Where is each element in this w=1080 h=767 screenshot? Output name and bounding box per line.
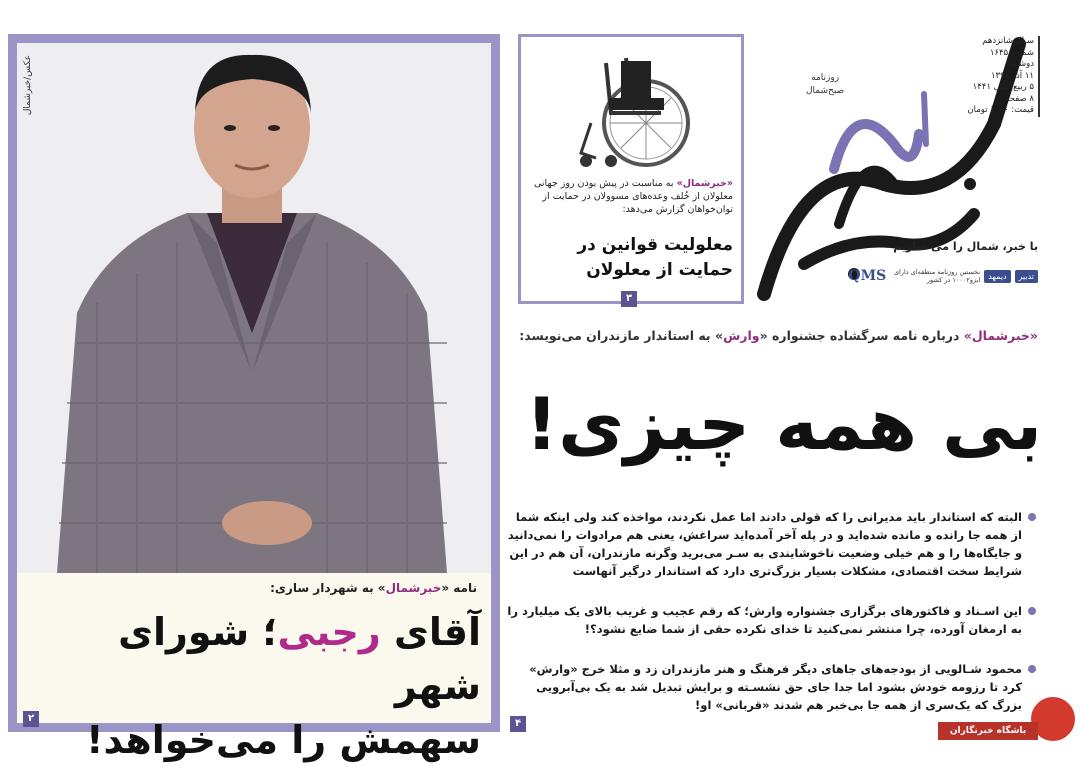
left-article-headline[interactable]: [31, 605, 481, 767]
wheelchair-image: [551, 43, 701, 173]
left-article-inner: [17, 43, 491, 762]
issue-info: [948, 36, 1040, 117]
kicker-brand: خبرشمال: [385, 581, 442, 595]
kicker-suffix: » به شهردار ساری:: [270, 581, 386, 595]
feature-lead: [533, 177, 733, 216]
site-watermark[interactable]: [938, 694, 1078, 746]
mayor-photo: [17, 43, 491, 573]
page-number-badge: ۳: [621, 291, 637, 307]
feature-box[interactable]: [518, 34, 744, 304]
certification-row: [848, 268, 1038, 284]
info-issue: شماره ۱۶۴۵: [989, 47, 1034, 58]
main-kicker-brand: «خبرشمال»: [963, 328, 1038, 343]
info-pages: ۸ صفحه: [1005, 93, 1034, 104]
info-date-solar: ۱۱ آذر ۱۳۹۸: [990, 70, 1034, 81]
cert-badge-dimehd: دیمهد: [984, 270, 1010, 283]
info-weekday: دوشنبه: [1009, 59, 1034, 69]
feature-brand: «خبرشمال»: [676, 178, 733, 189]
main-article-kicker: [518, 328, 1038, 343]
headline-line-1: [31, 605, 481, 713]
portrait-illustration: [17, 43, 491, 573]
info-year: سـال شانزدهم: [982, 36, 1034, 46]
bullet-dot-icon: [1028, 665, 1036, 673]
bullet-dot-icon: [1028, 607, 1036, 615]
qms-logo: QMS: [848, 268, 887, 284]
daily-name-text: صبح‌شمال: [806, 86, 845, 96]
photo-credit: عکس/خبرشمال: [23, 55, 33, 116]
headline-part-1: آقای: [380, 610, 481, 654]
right-area: [508, 34, 1048, 734]
page-number-badge: ۴: [510, 716, 526, 732]
page-number-badge: ۲: [23, 711, 39, 727]
bullet-item: [506, 602, 1036, 638]
main-kicker-end: » به استاندار مازندران می‌نویسد:: [519, 328, 724, 343]
kicker-prefix: نامه «: [441, 581, 477, 595]
main-headline[interactable]: بی همه چیزی!: [525, 382, 1042, 466]
headline-name: رجبی: [277, 610, 381, 654]
left-article-panel: [8, 34, 500, 762]
info-price: قیمت: ۱۰۰۰ تومان: [967, 105, 1034, 115]
slogan: با خبر، شمال را می‌ سازیم: [893, 240, 1038, 253]
watermark-label: باشگاه خبرنگاران: [938, 722, 1038, 740]
daily-label-text: روزنامه: [811, 73, 840, 83]
main-kicker-mid: درباره نامه سرگشاده جشنواره «: [759, 328, 964, 343]
info-date-lunar: ۵ ربیع‌الثانی ۱۴۴۱: [972, 82, 1034, 92]
bullet-item: [506, 508, 1036, 580]
bullet-text: محمود شـالویی از بودجه‌های جاهای دیگر فرهنگ و هنر مازندران زد و مثلا خرج «وارش» کرد تا رزومه خودش بشود اما جدا جای حق نشسـته و برایش تبدیل شد به یک بی‌آبرویی بزرگ که یک‌سری از همه جا بی‌خبر هم شدند «قربانی» او!: [529, 662, 1022, 712]
bullet-dot-icon: [1028, 513, 1036, 521]
headline-line-2: سهمش را می‌خواهد!: [86, 718, 481, 762]
feature-lead-body: به مناسبت در پیش بودن روز جهانی معلولان از خُلف وعده‌های مسوولان در حمایت از توان‌خواهان گزارش می‌دهد:: [534, 178, 733, 215]
bullet-text: این اسـناد و فاکتورهای برگزاری جشنواره وارش؛ که رقم عجیب و غریب بالای یک میلیارد را به ارمغان آورده، چرا منتشر نمی‌کنید تا خدای نکرده حقی از شما ضایع نشود؟!: [507, 604, 1022, 636]
cert-description: نخستین روزنامه منطقه‌ای دارای ایزو۱۰۰۰۲ در کشور: [893, 268, 981, 284]
headline-part-2: ؛ شورای شهر: [118, 610, 481, 708]
main-kicker-warash: وارش: [723, 328, 760, 343]
daily-label: [806, 72, 844, 98]
bullet-text: البته که استاندار باید مدیرانی را که قولی دادند اما عمل نکردند، مواخذه کند ولی اینکه شما از همه جا رانده و مانده شده‌اید و در پله آخر آمده‌اید سراغش، یعنی هم مرادوات را نمی‌دانید و جایگاه‌ها را و هم خیلی وضعیت ناخوشایندی به سـر می‌برید وگرنه مازندران، آن هم در این شرایط سخت اقتصادی، مشکلات بسیار بزرگ‌تری دارد که استاندار درگیر آنهاست: [507, 510, 1022, 578]
cert-badge-tadbir: تدبیر: [1015, 270, 1038, 283]
feature-headline: معلولیت قوانین در حمایت از معلولان: [577, 235, 733, 280]
left-article-kicker: [270, 581, 477, 595]
masthead: [744, 34, 1048, 304]
